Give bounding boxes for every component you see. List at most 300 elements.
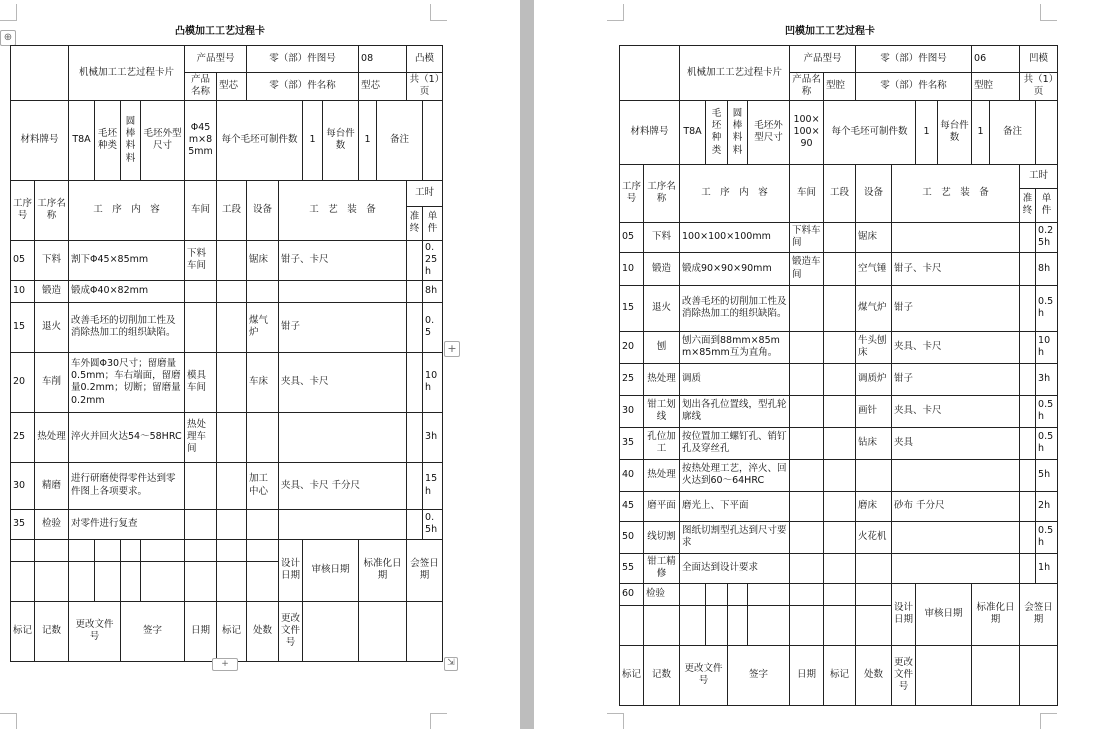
op-content: 割下Φ45×85mm bbox=[69, 240, 185, 280]
corner-mark bbox=[607, 4, 624, 21]
remarks-label: 备注 bbox=[377, 100, 423, 180]
col-op-no: 工序号 bbox=[620, 164, 644, 222]
part-name-value: 型芯 bbox=[359, 73, 407, 101]
blank-cell bbox=[620, 46, 680, 101]
material-value: T8A bbox=[680, 100, 706, 164]
table-row bbox=[620, 285, 1058, 331]
op-content: 进行研磨使得零件达到零件图上各项要求。 bbox=[69, 462, 185, 509]
col-unit: 单件 bbox=[1036, 188, 1058, 222]
op-tooling: 夹具、卡尺 bbox=[279, 352, 407, 412]
op-content: 改善毛坯的切削加工性及消除热加工的组织缺陷。 bbox=[680, 285, 790, 331]
footer-blank bbox=[247, 539, 279, 561]
footer-blank bbox=[35, 561, 69, 601]
op-unit: 5h bbox=[1036, 459, 1058, 491]
op-workshop bbox=[185, 280, 217, 302]
design-date: 设计日期 bbox=[279, 539, 303, 601]
table-resize-icon[interactable]: ⇲ bbox=[444, 657, 458, 671]
footer-blank bbox=[748, 605, 790, 645]
material-label: 材料牌号 bbox=[620, 100, 680, 164]
op-prep bbox=[1020, 395, 1036, 427]
remarks-value bbox=[423, 100, 443, 180]
op-equipment: 画针 bbox=[856, 395, 892, 427]
table-move-handle-icon[interactable]: ⊕ bbox=[0, 30, 16, 46]
op-prep bbox=[407, 462, 423, 509]
col-op-name: 工序名称 bbox=[644, 164, 680, 222]
page-gap bbox=[520, 0, 534, 729]
op-tooling: 夹具、卡尺 千分尺 bbox=[279, 462, 407, 509]
op-name: 车削 bbox=[35, 352, 69, 412]
op-equipment: 调质炉 bbox=[856, 363, 892, 395]
op-name: 磨平面 bbox=[644, 491, 680, 521]
op-content: 磨光上、下平面 bbox=[680, 491, 790, 521]
footer-blank bbox=[359, 601, 407, 661]
op-name: 精磨 bbox=[35, 462, 69, 509]
footer-blank bbox=[706, 583, 728, 605]
op-no: 25 bbox=[11, 412, 35, 462]
op-content: 改善毛坯的切削加工性及消除热加工的组织缺陷。 bbox=[69, 302, 185, 352]
op-section bbox=[217, 412, 247, 462]
remarks-value bbox=[1036, 100, 1058, 164]
footer-blank bbox=[824, 605, 856, 645]
op-section bbox=[824, 553, 856, 583]
op-prep bbox=[1020, 459, 1036, 491]
footer-blank bbox=[185, 561, 217, 601]
per-unit-value: 1 bbox=[359, 100, 377, 180]
op-tooling: 夹具、卡尺 bbox=[892, 395, 1020, 427]
table-row bbox=[620, 521, 1058, 553]
op-no: 20 bbox=[11, 352, 35, 412]
op-section bbox=[824, 521, 856, 553]
op-no: 10 bbox=[11, 280, 35, 302]
col-tooling: 工 艺 装 备 bbox=[892, 164, 1020, 222]
footer-mark2: 标记 bbox=[217, 601, 247, 661]
op-content: 100×100×100mm bbox=[680, 222, 790, 252]
product-name-label: 产品名称 bbox=[790, 73, 824, 101]
standard-date: 标准化日期 bbox=[359, 539, 407, 601]
op-unit: 2h bbox=[1036, 491, 1058, 521]
col-section: 工段 bbox=[217, 180, 247, 240]
op-section bbox=[824, 285, 856, 331]
op-no: 40 bbox=[620, 459, 644, 491]
op-prep bbox=[1020, 491, 1036, 521]
table-row bbox=[620, 331, 1058, 363]
table-row bbox=[620, 427, 1058, 459]
blank-type-label: 毛坯种类 bbox=[706, 100, 728, 164]
op-unit: 0.5h bbox=[423, 509, 443, 539]
footer-blank bbox=[95, 539, 121, 561]
op-tooling bbox=[279, 509, 407, 539]
page-title: 凸模加工工艺过程卡 bbox=[175, 26, 265, 37]
op-content: 锻成90×90×90mm bbox=[680, 252, 790, 285]
per-blank-value: 1 bbox=[916, 100, 938, 164]
op-name: 退火 bbox=[35, 302, 69, 352]
op-tooling: 钳子、卡尺 bbox=[892, 252, 1020, 285]
table-row bbox=[620, 459, 1058, 491]
op-content: 调质 bbox=[680, 363, 790, 395]
op-workshop bbox=[790, 491, 824, 521]
op-prep bbox=[1020, 285, 1036, 331]
footer-blank bbox=[141, 561, 185, 601]
op-equipment: 加工中心 bbox=[247, 462, 279, 509]
part-drawing-value: 06 bbox=[972, 46, 1020, 73]
per-blank-label: 每个毛坯可制件数 bbox=[217, 100, 303, 180]
footer-blank bbox=[856, 605, 892, 645]
col-man-hours: 工时 bbox=[407, 180, 443, 206]
footer-place-count: 处数 bbox=[247, 601, 279, 661]
footer-count: 记数 bbox=[644, 645, 680, 705]
footer-blank bbox=[217, 539, 247, 561]
op-equipment: 空气锤 bbox=[856, 252, 892, 285]
op-prep bbox=[1020, 363, 1036, 395]
op-section bbox=[824, 252, 856, 285]
op-prep bbox=[1020, 222, 1036, 252]
op-tooling bbox=[892, 222, 1020, 252]
op-section bbox=[824, 459, 856, 491]
op-prep bbox=[407, 509, 423, 539]
blank-size-label: 毛坯外型尺寸 bbox=[748, 100, 790, 164]
footer-blank bbox=[916, 645, 972, 705]
total-pages: 共（1）页 bbox=[1020, 73, 1058, 101]
footer-blank bbox=[824, 583, 856, 605]
table-row bbox=[620, 491, 1058, 521]
process-card-table bbox=[10, 45, 443, 662]
blank-size-value: Φ45m×85mm bbox=[185, 100, 217, 180]
op-workshop bbox=[790, 395, 824, 427]
op-unit: 0.5h bbox=[1036, 285, 1058, 331]
col-workshop: 车间 bbox=[185, 180, 217, 240]
op-name: 热处理 bbox=[644, 459, 680, 491]
table-row bbox=[620, 252, 1058, 285]
footer-change-doc: 更改文件号 bbox=[69, 601, 121, 661]
add-row-icon[interactable]: + bbox=[212, 658, 238, 671]
op-name: 锻造 bbox=[644, 252, 680, 285]
footer-mark: 标记 bbox=[11, 601, 35, 661]
footer-blank bbox=[303, 601, 359, 661]
footer-blank bbox=[247, 561, 279, 601]
footer-blank bbox=[790, 583, 824, 605]
blank-type-value: 圆棒料料 bbox=[728, 100, 748, 164]
design-date: 设计日期 bbox=[892, 583, 916, 645]
op-equipment bbox=[247, 280, 279, 302]
per-blank-value: 1 bbox=[303, 100, 323, 180]
blank-type-label: 毛坯种类 bbox=[95, 100, 121, 180]
op-tooling: 钳子 bbox=[279, 302, 407, 352]
op-tooling bbox=[892, 521, 1020, 553]
op-content: 对零件进行复查 bbox=[69, 509, 185, 539]
op-equipment: 车床 bbox=[247, 352, 279, 412]
part-drawing-name: 凸模 bbox=[407, 46, 443, 73]
op-no: 05 bbox=[620, 222, 644, 252]
op-prep bbox=[407, 412, 423, 462]
op-content: 车外圆Φ30尺寸；留磨量0.5mm；车右端面，留磨量0.2mm；切断；留磨量0.2mm bbox=[69, 352, 185, 412]
op-name: 检验 bbox=[644, 583, 680, 605]
footer-blank bbox=[217, 561, 247, 601]
footer-sign: 签字 bbox=[121, 601, 185, 661]
op-equipment bbox=[247, 509, 279, 539]
op-prep bbox=[1020, 553, 1036, 583]
footer-blank bbox=[185, 539, 217, 561]
op-no: 30 bbox=[11, 462, 35, 509]
op-unit: 10h bbox=[1036, 331, 1058, 363]
op-no: 35 bbox=[11, 509, 35, 539]
op-no: 15 bbox=[620, 285, 644, 331]
footer-blank bbox=[69, 561, 95, 601]
table-row bbox=[11, 412, 443, 462]
op-content: 按位置加工螺钉孔、销钉孔及穿丝孔 bbox=[680, 427, 790, 459]
op-name: 下料 bbox=[35, 240, 69, 280]
standard-date: 标准化日期 bbox=[972, 583, 1020, 645]
op-section bbox=[824, 427, 856, 459]
op-content: 按热处理工艺，淬火、回火达到60～64HRC bbox=[680, 459, 790, 491]
op-unit: 0.5h bbox=[1036, 395, 1058, 427]
product-model-label: 产品型号 bbox=[790, 46, 856, 73]
table-row bbox=[11, 240, 443, 280]
add-column-icon[interactable]: + bbox=[444, 341, 460, 357]
op-prep bbox=[1020, 331, 1036, 363]
corner-mark bbox=[0, 4, 17, 21]
col-op-content: 工 序 内 容 bbox=[680, 164, 790, 222]
op-name: 热处理 bbox=[644, 363, 680, 395]
footer-blank bbox=[620, 605, 644, 645]
card-name: 机械加工工艺过程卡片 bbox=[69, 46, 185, 101]
table-row bbox=[11, 280, 443, 302]
op-workshop bbox=[790, 459, 824, 491]
table-row bbox=[11, 352, 443, 412]
op-equipment: 火花机 bbox=[856, 521, 892, 553]
table-row bbox=[11, 302, 443, 352]
corner-mark bbox=[430, 4, 447, 21]
per-unit-label: 每台件数 bbox=[938, 100, 972, 164]
part-drawing-name: 凹模 bbox=[1020, 46, 1058, 73]
col-op-name: 工序名称 bbox=[35, 180, 69, 240]
footer-blank bbox=[748, 583, 790, 605]
op-workshop bbox=[790, 363, 824, 395]
per-blank-label: 每个毛坯可制件数 bbox=[824, 100, 916, 164]
op-equipment: 锯床 bbox=[247, 240, 279, 280]
op-workshop: 热处理车间 bbox=[185, 412, 217, 462]
op-no: 50 bbox=[620, 521, 644, 553]
op-prep bbox=[407, 302, 423, 352]
op-unit: 0.25h bbox=[423, 240, 443, 280]
footer-sign: 签字 bbox=[728, 645, 790, 705]
corner-mark bbox=[1040, 4, 1057, 21]
blank-size-label: 毛坯外型尺寸 bbox=[141, 100, 185, 180]
material-label: 材料牌号 bbox=[11, 100, 69, 180]
col-man-hours: 工时 bbox=[1020, 164, 1058, 188]
footer-blank bbox=[972, 645, 1020, 705]
op-tooling bbox=[279, 280, 407, 302]
op-name: 刨 bbox=[644, 331, 680, 363]
col-unit: 单件 bbox=[423, 206, 443, 240]
op-section bbox=[824, 363, 856, 395]
corner-mark bbox=[1040, 713, 1057, 729]
part-name-label: 零（部）件名称 bbox=[856, 73, 972, 101]
op-section bbox=[217, 509, 247, 539]
left-page bbox=[0, 0, 520, 729]
op-equipment: 牛头刨床 bbox=[856, 331, 892, 363]
footer-change-doc2: 更改文件号 bbox=[279, 601, 303, 661]
op-workshop: 模具车间 bbox=[185, 352, 217, 412]
process-card-table bbox=[619, 45, 1058, 706]
blank-type-value: 圆棒料料 bbox=[121, 100, 141, 180]
op-section bbox=[824, 395, 856, 427]
op-no: 15 bbox=[11, 302, 35, 352]
op-no: 45 bbox=[620, 491, 644, 521]
footer-blank bbox=[35, 539, 69, 561]
op-section bbox=[217, 462, 247, 509]
op-unit: 0.5h bbox=[1036, 427, 1058, 459]
footer-blank bbox=[407, 601, 443, 661]
col-equipment: 设备 bbox=[856, 164, 892, 222]
op-name: 下料 bbox=[644, 222, 680, 252]
op-content: 刨六面到88mm×85mm×85mm互为直角。 bbox=[680, 331, 790, 363]
op-no: 05 bbox=[11, 240, 35, 280]
op-tooling bbox=[279, 412, 407, 462]
footer-blank bbox=[680, 583, 706, 605]
footer-blank bbox=[121, 561, 141, 601]
op-no: 25 bbox=[620, 363, 644, 395]
countersign-date: 会签日期 bbox=[407, 539, 443, 601]
footer-blank bbox=[680, 605, 706, 645]
op-workshop: 下料车间 bbox=[790, 222, 824, 252]
footer-date: 日期 bbox=[185, 601, 217, 661]
footer-mark: 标记 bbox=[620, 645, 644, 705]
op-section bbox=[217, 302, 247, 352]
product-name-value: 型腔 bbox=[824, 73, 856, 101]
col-op-no: 工序号 bbox=[11, 180, 35, 240]
footer-blank bbox=[11, 539, 35, 561]
op-section bbox=[217, 240, 247, 280]
table-row bbox=[620, 395, 1058, 427]
op-workshop bbox=[185, 509, 217, 539]
corner-mark bbox=[430, 713, 447, 729]
op-unit: 8h bbox=[1036, 252, 1058, 285]
op-workshop bbox=[185, 302, 217, 352]
op-tooling: 钳子 bbox=[892, 363, 1020, 395]
footer-blank bbox=[11, 561, 35, 601]
op-tooling bbox=[892, 459, 1020, 491]
op-tooling: 钳子 bbox=[892, 285, 1020, 331]
op-unit: 1h bbox=[1036, 553, 1058, 583]
review-date: 审核日期 bbox=[916, 583, 972, 645]
op-unit: 0.5h bbox=[1036, 521, 1058, 553]
right-page bbox=[547, 0, 1094, 729]
footer-blank bbox=[95, 561, 121, 601]
op-no: 55 bbox=[620, 553, 644, 583]
op-unit: 3h bbox=[423, 412, 443, 462]
product-model-label: 产品型号 bbox=[185, 46, 247, 73]
op-workshop: 下料车间 bbox=[185, 240, 217, 280]
part-name-value: 型腔 bbox=[972, 73, 1020, 101]
op-workshop bbox=[790, 331, 824, 363]
col-tooling: 工 艺 装 备 bbox=[279, 180, 407, 240]
op-content: 图纸切割型孔达到尺寸要求 bbox=[680, 521, 790, 553]
op-prep bbox=[1020, 427, 1036, 459]
op-equipment bbox=[856, 553, 892, 583]
footer-change-doc2: 更改文件号 bbox=[892, 645, 916, 705]
op-unit: 0.5 bbox=[423, 302, 443, 352]
op-workshop bbox=[790, 427, 824, 459]
part-drawing-label: 零（部）件图号 bbox=[247, 46, 359, 73]
material-value: T8A bbox=[69, 100, 95, 180]
blank-size-value: 100×100×90 bbox=[790, 100, 824, 164]
table-row bbox=[620, 583, 1058, 605]
blank-cell bbox=[11, 46, 69, 101]
op-prep bbox=[407, 280, 423, 302]
op-unit: 15h bbox=[423, 462, 443, 509]
footer-blank bbox=[728, 605, 748, 645]
col-op-content: 工 序 内 容 bbox=[69, 180, 185, 240]
card-name: 机械加工工艺过程卡片 bbox=[680, 46, 790, 101]
op-workshop: 锻造车间 bbox=[790, 252, 824, 285]
op-equipment: 磨床 bbox=[856, 491, 892, 521]
op-tooling: 钳子、卡尺 bbox=[279, 240, 407, 280]
op-content: 锻成Φ40×82mm bbox=[69, 280, 185, 302]
part-drawing-value: 08 bbox=[359, 46, 407, 73]
op-prep bbox=[1020, 252, 1036, 285]
footer-change-doc: 更改文件号 bbox=[680, 645, 728, 705]
op-no: 60 bbox=[620, 583, 644, 605]
op-unit: 0.25h bbox=[1036, 222, 1058, 252]
remarks-label: 备注 bbox=[990, 100, 1036, 164]
part-name-label: 零（部）件名称 bbox=[247, 73, 359, 101]
op-unit: 10h bbox=[423, 352, 443, 412]
corner-mark bbox=[0, 713, 17, 729]
op-prep bbox=[1020, 521, 1036, 553]
footer-blank bbox=[1020, 645, 1058, 705]
page-title: 凹模加工工艺过程卡 bbox=[785, 26, 875, 37]
op-section bbox=[217, 352, 247, 412]
op-name: 退火 bbox=[644, 285, 680, 331]
op-unit: 3h bbox=[1036, 363, 1058, 395]
op-unit: 8h bbox=[423, 280, 443, 302]
op-prep bbox=[407, 240, 423, 280]
op-content: 淬火并回火达54～58HRC bbox=[69, 412, 185, 462]
op-equipment bbox=[856, 459, 892, 491]
op-workshop bbox=[185, 462, 217, 509]
op-equipment: 钻床 bbox=[856, 427, 892, 459]
op-name: 热处理 bbox=[35, 412, 69, 462]
op-no: 35 bbox=[620, 427, 644, 459]
op-name: 锻造 bbox=[35, 280, 69, 302]
op-equipment: 煤气炉 bbox=[856, 285, 892, 331]
footer-mark2: 标记 bbox=[824, 645, 856, 705]
op-section bbox=[824, 491, 856, 521]
footer-blank bbox=[644, 605, 680, 645]
total-pages: 共（1）页 bbox=[407, 73, 443, 101]
footer-date: 日期 bbox=[790, 645, 824, 705]
per-unit-label: 每台件数 bbox=[323, 100, 359, 180]
footer-blank bbox=[856, 583, 892, 605]
col-workshop: 车间 bbox=[790, 164, 824, 222]
col-equipment: 设备 bbox=[247, 180, 279, 240]
op-tooling: 砂布 千分尺 bbox=[892, 491, 1020, 521]
op-name: 钳工精修 bbox=[644, 553, 680, 583]
footer-blank bbox=[121, 539, 141, 561]
op-tooling: 夹具 bbox=[892, 427, 1020, 459]
op-workshop bbox=[790, 521, 824, 553]
op-equipment: 锯床 bbox=[856, 222, 892, 252]
op-equipment bbox=[247, 412, 279, 462]
op-content: 划出各孔位置线，型孔轮廓线 bbox=[680, 395, 790, 427]
op-tooling: 夹具、卡尺 bbox=[892, 331, 1020, 363]
op-name: 孔位加工 bbox=[644, 427, 680, 459]
table-row bbox=[11, 462, 443, 509]
op-prep bbox=[407, 352, 423, 412]
table-row bbox=[620, 222, 1058, 252]
footer-blank bbox=[69, 539, 95, 561]
footer-blank bbox=[706, 605, 728, 645]
